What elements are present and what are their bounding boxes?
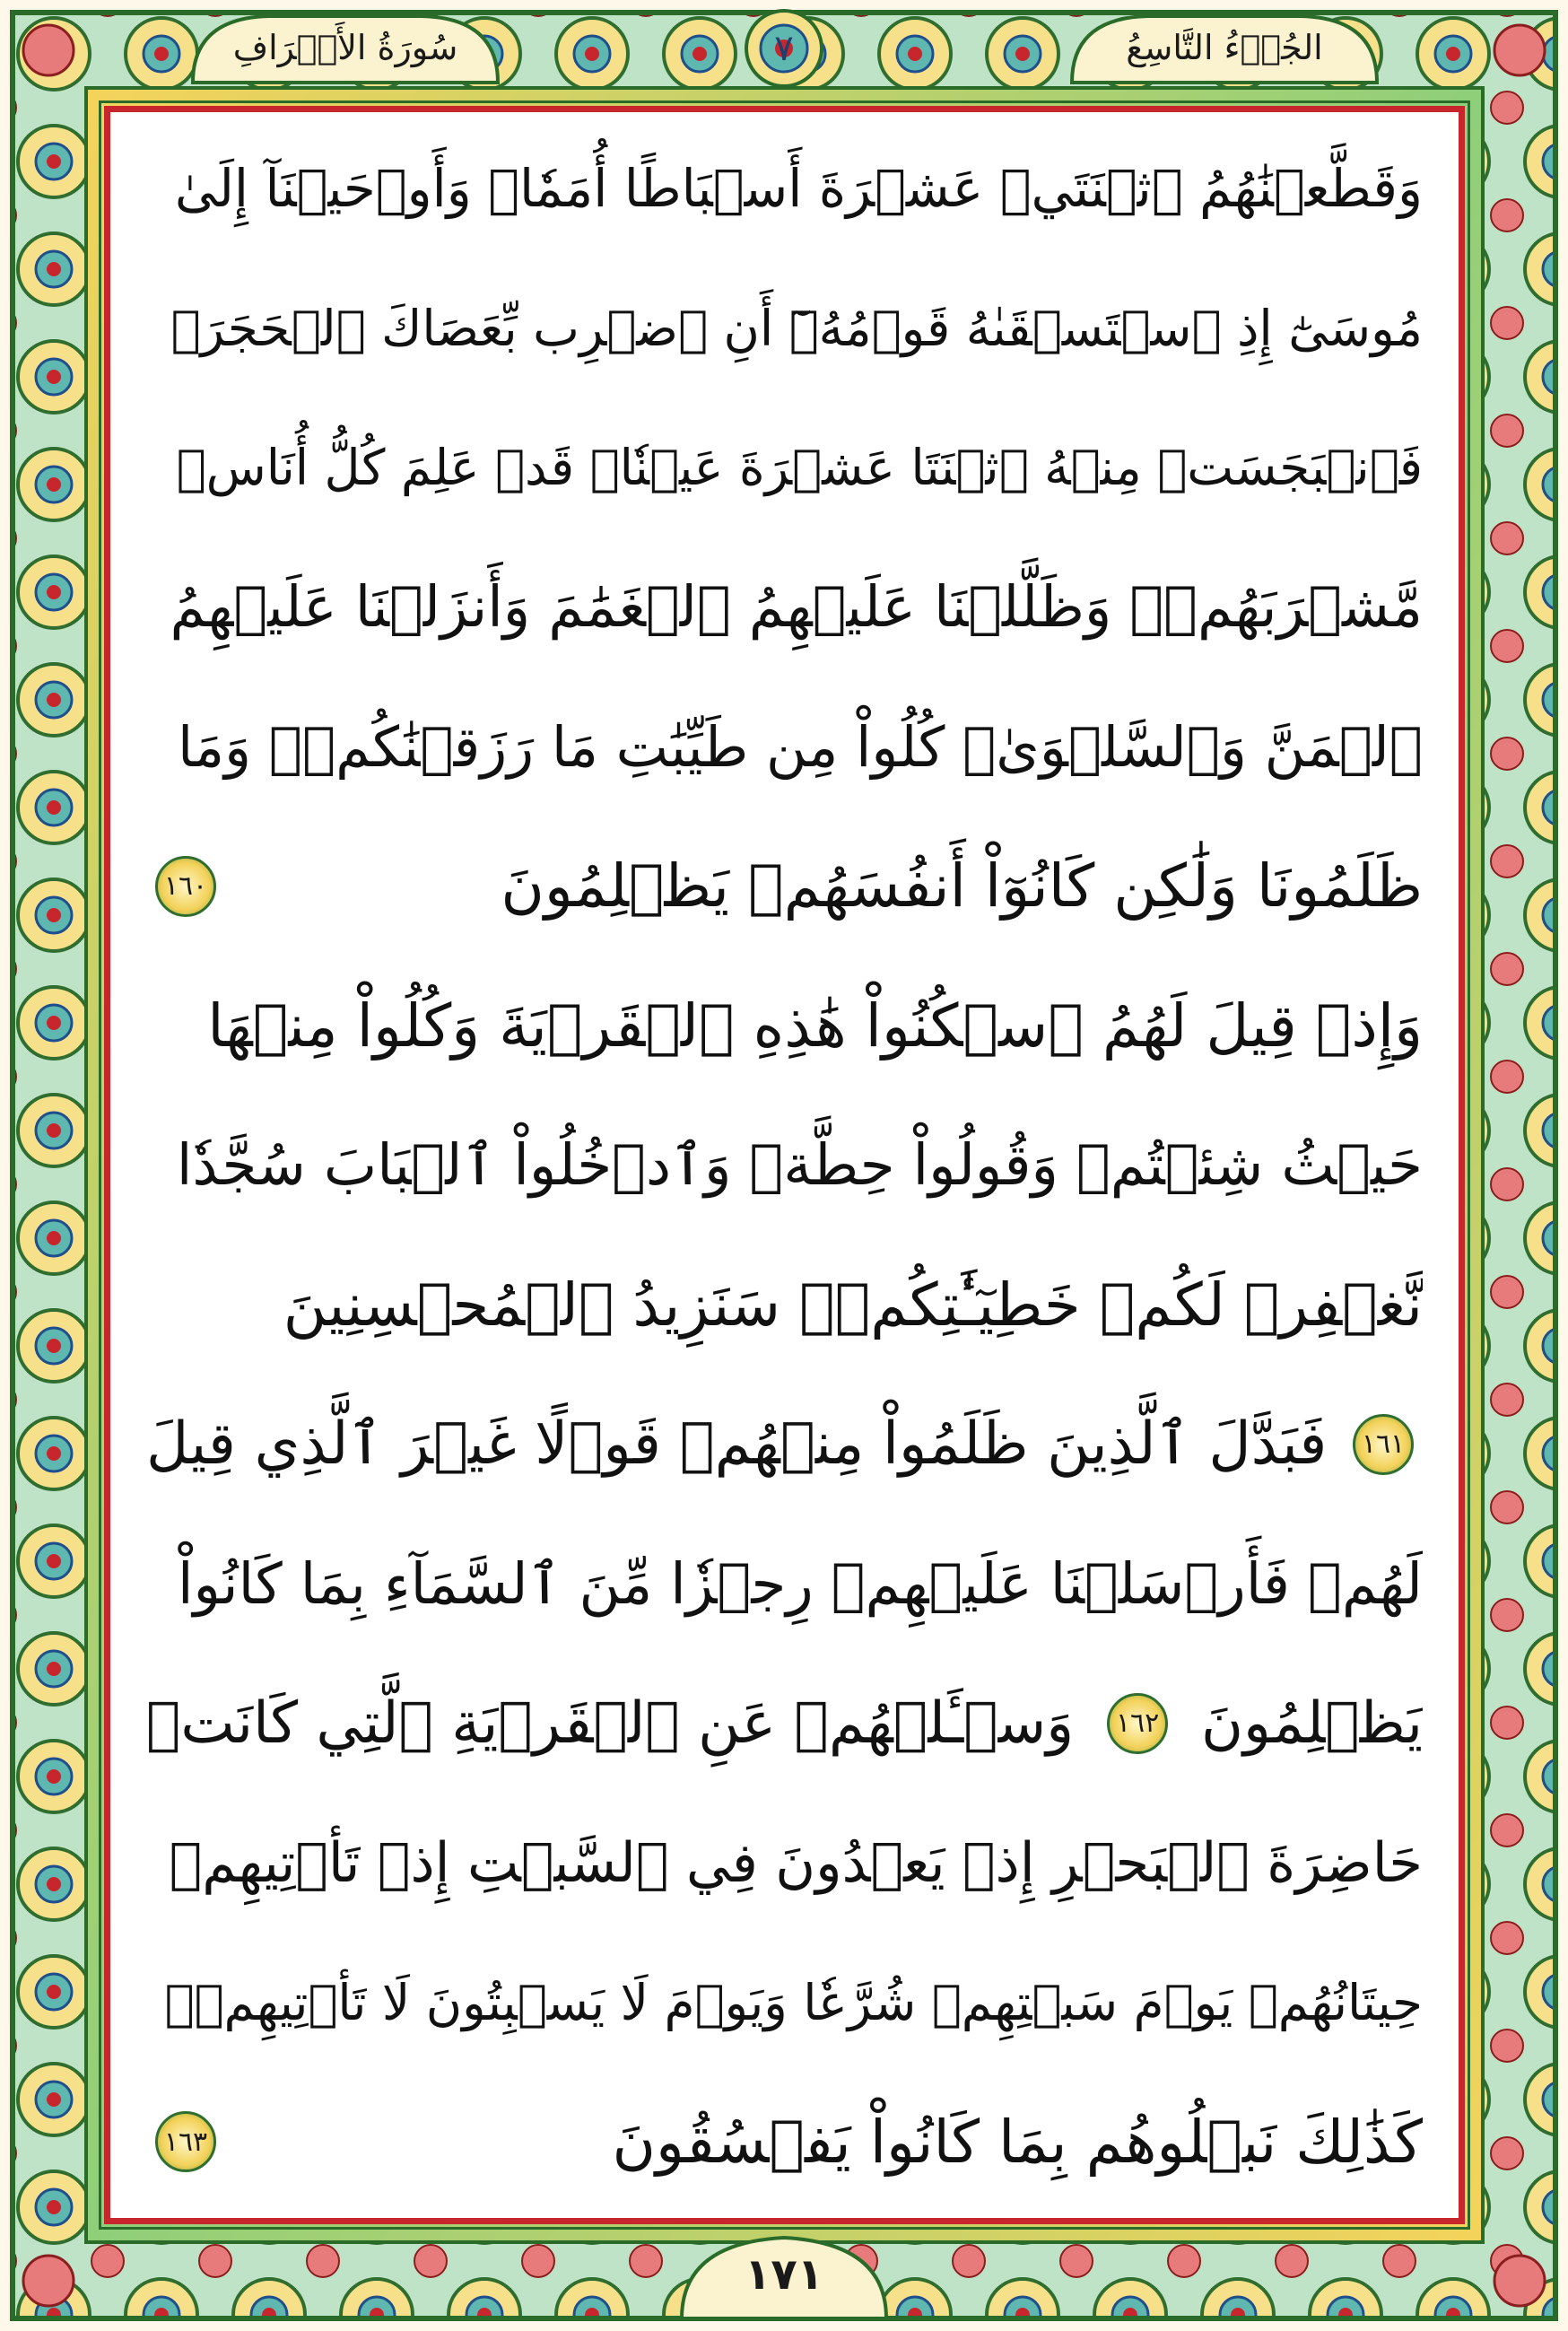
verse-text: حَاضِرَةَ ٱلۡبَحۡرِ إِذۡ يَعۡدُونَ فِي ٱلسَّبۡتِ إِذۡ تَأۡتِيهِمۡ bbox=[169, 1830, 1423, 1895]
verse-line bbox=[146, 1944, 1423, 2061]
verse-line bbox=[146, 1525, 1423, 1642]
verse-text: يَظۡلِمُونَ bbox=[1201, 1689, 1423, 1757]
verse-line bbox=[146, 688, 1423, 805]
verse-text: حِيتَانُهُمۡ يَوۡمَ سَبۡتِهِمۡ شُرَّعٗا وَيَوۡمَ لَا يَسۡبِتُونَ لَا تَأۡتِيهِمۡۚ bbox=[164, 1973, 1423, 2031]
verse-line bbox=[146, 549, 1423, 666]
verse-line bbox=[146, 1804, 1423, 1921]
text-panel bbox=[104, 106, 1465, 2224]
verse-text: وَسۡـَٔلۡهُمۡ عَنِ ٱلۡقَرۡيَةِ ٱلَّتِي كَانَتۡ bbox=[146, 1689, 1075, 1757]
ayah-number-marker: ١٦١ bbox=[1353, 1414, 1414, 1475]
ayah-number-marker: ١٦٣ bbox=[155, 2111, 216, 2172]
verse-line bbox=[146, 967, 1423, 1084]
ayah-number-marker: ١٦٠ bbox=[155, 856, 216, 917]
verse-text: ظَلَمُونَا وَلَٰكِن كَانُوٓاْ أَنفُسَهُمۡ يَظۡلِمُونَ bbox=[501, 851, 1423, 921]
verse-line bbox=[146, 409, 1423, 526]
verse-text: نَّغۡفِرۡ لَكُمۡ خَطِيٓـَٰٔتِكُمۡۚ سَنَزِيدُ ٱلۡمُحۡسِنِينَ bbox=[283, 1270, 1423, 1340]
juz-name: الجُزۡءُ التَّاسِعُ bbox=[1126, 28, 1323, 67]
verse-text: فَبَدَّلَ ٱلَّذِينَ ظَلَمُواْ مِنۡهُمۡ قَوۡلًا غَيۡرَ ٱلَّذِي قِيلَ bbox=[146, 1410, 1328, 1478]
verse-line bbox=[146, 1246, 1423, 1363]
verse-line bbox=[146, 270, 1423, 387]
hizb-marker: ٧ bbox=[774, 28, 794, 69]
verse-line bbox=[146, 2083, 1423, 2200]
verse-text: كَذَٰلِكَ نَبۡلُوهُم بِمَا كَانُواْ يَفۡسُقُونَ bbox=[612, 2107, 1423, 2177]
verse-line bbox=[146, 130, 1423, 247]
surah-name: سُورَةُ الأَعۡرَافِ bbox=[232, 28, 458, 67]
verse-text: لَهُمۡ فَأَرۡسَلۡنَا عَلَيۡهِمۡ رِجۡزٗا مِّنَ ٱلسَّمَآءِ بِمَا كَانُواْ bbox=[178, 1550, 1423, 1617]
verse-text: فَٱنۢبَجَسَتۡ مِنۡهُ ٱثۡنَتَا عَشۡرَةَ عَيۡنٗاۖ قَدۡ عَلِمَ كُلُّ أُنَاسٖ bbox=[176, 439, 1423, 496]
verse-text: وَقَطَّعۡنَٰهُمُ ٱثۡنَتَيۡ عَشۡرَةَ أَسۡبَاطًا أُمَمٗاۚ وَأَوۡحَيۡنَآ إِلَىٰ bbox=[174, 158, 1423, 219]
verse-line bbox=[146, 828, 1423, 945]
verse-text: مُوسَىٰٓ إِذِ ٱسۡتَسۡقَىٰهُ قَوۡمُهُۥٓ أَنِ ٱضۡرِب بِّعَصَاكَ ٱلۡحَجَرَۖ bbox=[170, 299, 1423, 357]
verse-text: حَيۡثُ شِئۡتُمۡ وَقُولُواْ حِطَّةٞ وَٱدۡخُلُواْ ٱلۡبَابَ سُجَّدٗا bbox=[176, 1132, 1423, 1198]
page-number: ١٧١ bbox=[745, 2249, 823, 2300]
verse-lines bbox=[146, 130, 1423, 2200]
verse-line bbox=[146, 1107, 1423, 1224]
verse-line bbox=[146, 1665, 1423, 1782]
verse-text: وَإِذۡ قِيلَ لَهُمُ ٱسۡكُنُواْ هَٰذِهِ ٱلۡقَرۡيَةَ وَكُلُواْ مِنۡهَا bbox=[207, 991, 1423, 1061]
verse-text: ٱلۡمَنَّ وَٱلسَّلۡوَىٰۖ كُلُواْ مِن طَيِّبَٰتِ مَا رَزَقۡنَٰكُمۡۚ وَمَا bbox=[178, 713, 1423, 780]
verse-text: مَّشۡرَبَهُمۡۚ وَظَلَّلۡنَا عَلَيۡهِمُ ٱلۡغَمَٰمَ وَأَنزَلۡنَا عَلَيۡهِمُ bbox=[170, 574, 1423, 640]
verse-line bbox=[146, 1386, 1423, 1503]
ayah-number-marker: ١٦٢ bbox=[1107, 1693, 1168, 1754]
